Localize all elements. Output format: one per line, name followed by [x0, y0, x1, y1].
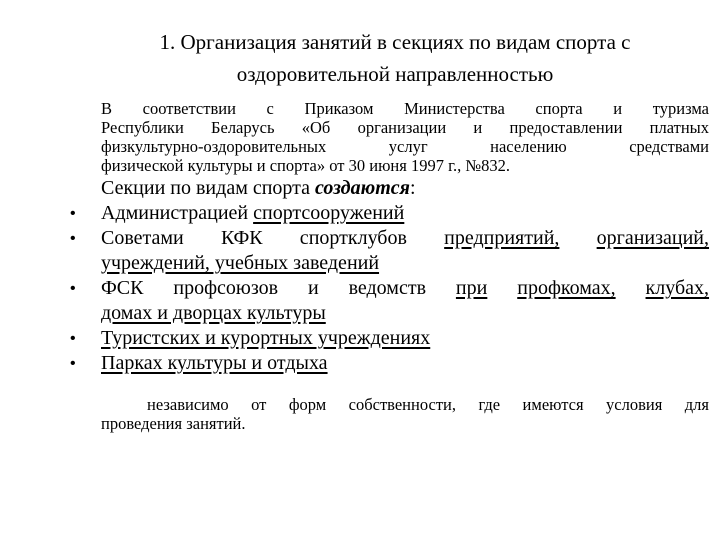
- bullet-icon: •: [70, 230, 76, 247]
- item-2-sep: [559, 227, 596, 249]
- bullet-icon: •: [70, 205, 76, 222]
- item-3-sep-1: [487, 277, 517, 299]
- item-5-underlined: Парках культуры и отдыха: [101, 352, 328, 374]
- item-3-underlined-3: клубах,: [645, 277, 710, 299]
- item-1-prefix: Администрацией: [101, 202, 254, 224]
- list-item: [70, 326, 709, 351]
- item-2-prefix: Советами КФК спортклубов: [101, 227, 445, 249]
- bullet-icon: •: [70, 355, 76, 372]
- item-3-underlined-1: при: [455, 277, 488, 299]
- item-2-line-1: [101, 226, 709, 251]
- intro-line-3: физкультурно-оздоровительных услуг населению средствами: [101, 137, 709, 156]
- lead-colon: :: [409, 177, 416, 199]
- item-3-line-2: домах и дворцах культуры: [101, 302, 326, 324]
- lead-sentence: [101, 176, 709, 200]
- item-3-underlined-2: профкомах,: [517, 277, 616, 299]
- footer-line-1: независимо от форм собственности, где имеются условия для: [147, 395, 709, 414]
- footer-note: [101, 395, 709, 433]
- footer-line-2: проведения занятий.: [101, 414, 246, 433]
- bullet-icon: •: [70, 280, 76, 297]
- intro-line-1: В соответствии с Приказом Министерства спорта и туризма: [101, 99, 709, 118]
- slide-title: [100, 26, 690, 90]
- list-item: [70, 351, 709, 376]
- intro-line-2: Республики Беларусь «Об организации и предоставлении платных: [101, 118, 709, 137]
- sections-list: [70, 201, 709, 376]
- lead-emphasis: создаются: [315, 177, 410, 199]
- item-3-line-1: [101, 276, 709, 301]
- bullet-icon: •: [70, 330, 76, 347]
- list-item: [70, 276, 709, 326]
- item-2-underlined-1: предприятий,: [444, 227, 560, 249]
- item-3-prefix: ФСК профсоюзов и ведомств: [101, 277, 456, 299]
- intro-line-4: физической культуры и спорта» от 30 июня 1997 г., №832.: [101, 156, 510, 175]
- title-line-2: оздоровительной направленностью: [236, 62, 554, 86]
- item-1-underlined: спортсооружений: [253, 202, 405, 224]
- title-line-1: 1. Организация занятий в секциях по видам спорта с: [159, 30, 631, 54]
- intro-paragraph: [101, 99, 709, 175]
- item-4-underlined: Туристских и курортных учреждениях: [101, 327, 431, 349]
- lead-text: Секции по видам спорта: [101, 177, 316, 199]
- item-2-line-2: учреждений, учебных заведений: [101, 252, 380, 274]
- list-item: [70, 226, 709, 276]
- item-2-underlined-2: организаций,: [596, 227, 710, 249]
- list-item: [70, 201, 709, 226]
- item-3-sep-2: [616, 277, 646, 299]
